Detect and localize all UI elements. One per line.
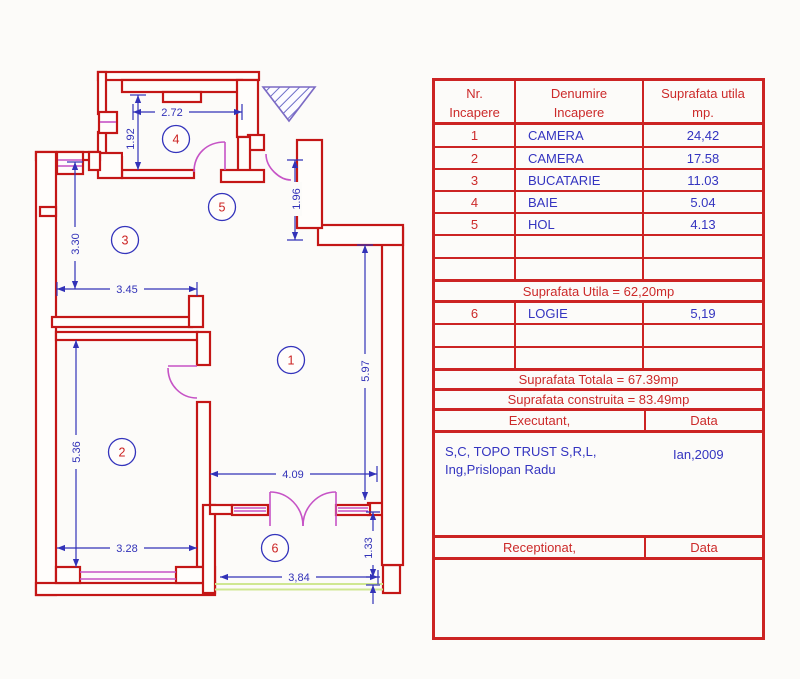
subtotal-utila-row	[435, 282, 762, 303]
room-area: 5.04	[690, 194, 716, 210]
header-suprafata: Suprafata utila mp.	[661, 85, 745, 120]
room-name: HOL	[516, 214, 644, 234]
table-row	[435, 148, 762, 170]
room-bubble-6	[262, 535, 289, 562]
header-nr: Nr. Incapere	[435, 81, 516, 122]
dim-label-536: 5.36	[71, 441, 83, 463]
dim-label-328: 3.28	[116, 543, 138, 555]
data-label: Data	[690, 413, 718, 428]
room-name: CAMERA	[516, 148, 644, 168]
window-glass-bedroom	[80, 572, 176, 579]
header-denumire: Denumire Incapere	[516, 81, 644, 122]
svg-text:2: 2	[118, 445, 126, 460]
room-nr: 4	[435, 192, 516, 212]
dim-label-345: 3.45	[116, 284, 138, 296]
table-row	[435, 214, 762, 236]
built-area-row	[435, 391, 762, 411]
table-row-logie	[435, 303, 762, 325]
receptionat-label: Receptionat,	[435, 538, 646, 557]
company-name: S,C, TOPO TRUST S,R,L,	[445, 444, 597, 459]
dim-label-330: 3.30	[70, 233, 82, 255]
svg-text:5: 5	[218, 200, 226, 215]
room-nr: 2	[435, 148, 516, 168]
entrance-marker-triangle	[263, 87, 315, 121]
dim-label-597: 5.97	[360, 360, 372, 382]
walls-layer	[36, 72, 403, 595]
svg-text:1: 1	[287, 353, 295, 368]
room-nr: 3	[435, 170, 516, 190]
dim-label-133: 1.33	[363, 537, 375, 559]
table-row-empty	[435, 236, 762, 259]
dim-label-409: 4.09	[282, 469, 304, 481]
room-name: BAIE	[516, 192, 644, 212]
engineer-name: Ing,Prislopan Radu	[445, 462, 556, 477]
svg-text:3: 3	[121, 233, 129, 248]
dim-label-384: 3,84	[288, 572, 310, 584]
total-text: Suprafata Totala = 67.39mp	[518, 372, 679, 387]
door-arc-logia-right	[303, 492, 336, 526]
table-row	[435, 125, 762, 148]
door-arc-logia-left	[270, 492, 303, 526]
room-name: BUCATARIE	[516, 170, 644, 190]
door-arc-bedroom	[168, 368, 197, 398]
room-bubble-5	[209, 194, 236, 221]
room-name: LOGIE	[516, 303, 644, 323]
table-row-empty	[435, 348, 762, 371]
room-area: 11.03	[687, 172, 719, 188]
wall-pier	[89, 152, 100, 170]
room-area: 5,19	[690, 305, 716, 321]
window-logia-left	[232, 505, 268, 515]
room-nr: 6	[435, 303, 516, 323]
door-arc-entrance	[266, 154, 291, 180]
window-logia-right	[336, 505, 370, 515]
receptionat-row	[435, 538, 762, 560]
company-block	[445, 443, 596, 479]
room-bubble-2	[109, 439, 136, 466]
door-arc-bath	[194, 142, 225, 172]
room-area: 17.58	[686, 150, 720, 166]
table-header-row	[435, 81, 762, 125]
date-value: Ian,2009	[673, 447, 724, 462]
room-bubble-1	[278, 347, 305, 374]
room-bubble-4	[163, 126, 190, 153]
data-label: Data	[690, 540, 718, 555]
room-area: 24,42	[686, 128, 720, 143]
dim-label-196: 1.96	[291, 188, 303, 210]
subtotal-utila-text: Suprafata Utila = 62,20mp	[522, 283, 675, 299]
dim-label-272: 2.72	[161, 107, 183, 119]
window-kitchen	[57, 152, 83, 174]
table-row-empty	[435, 259, 762, 282]
room-area: 4.13	[690, 216, 716, 232]
executant-cell	[435, 433, 762, 538]
room-nr: 5	[435, 214, 516, 234]
executant-label: Executant,	[435, 411, 646, 430]
total-row	[435, 371, 762, 391]
dim-label-192: 1.92	[125, 128, 137, 150]
table-row	[435, 170, 762, 192]
room-nr: 1	[435, 125, 516, 146]
area-table	[432, 78, 765, 640]
room-name: CAMERA	[516, 125, 644, 146]
svg-text:4: 4	[172, 132, 180, 147]
built-area-text: Suprafata construita = 83.49mp	[507, 392, 690, 407]
table-row	[435, 192, 762, 214]
table-row-empty	[435, 325, 762, 348]
svg-text:6: 6	[271, 541, 279, 556]
executant-row	[435, 411, 762, 433]
room-bubble-3	[112, 227, 139, 254]
balcony-edge	[215, 584, 383, 590]
